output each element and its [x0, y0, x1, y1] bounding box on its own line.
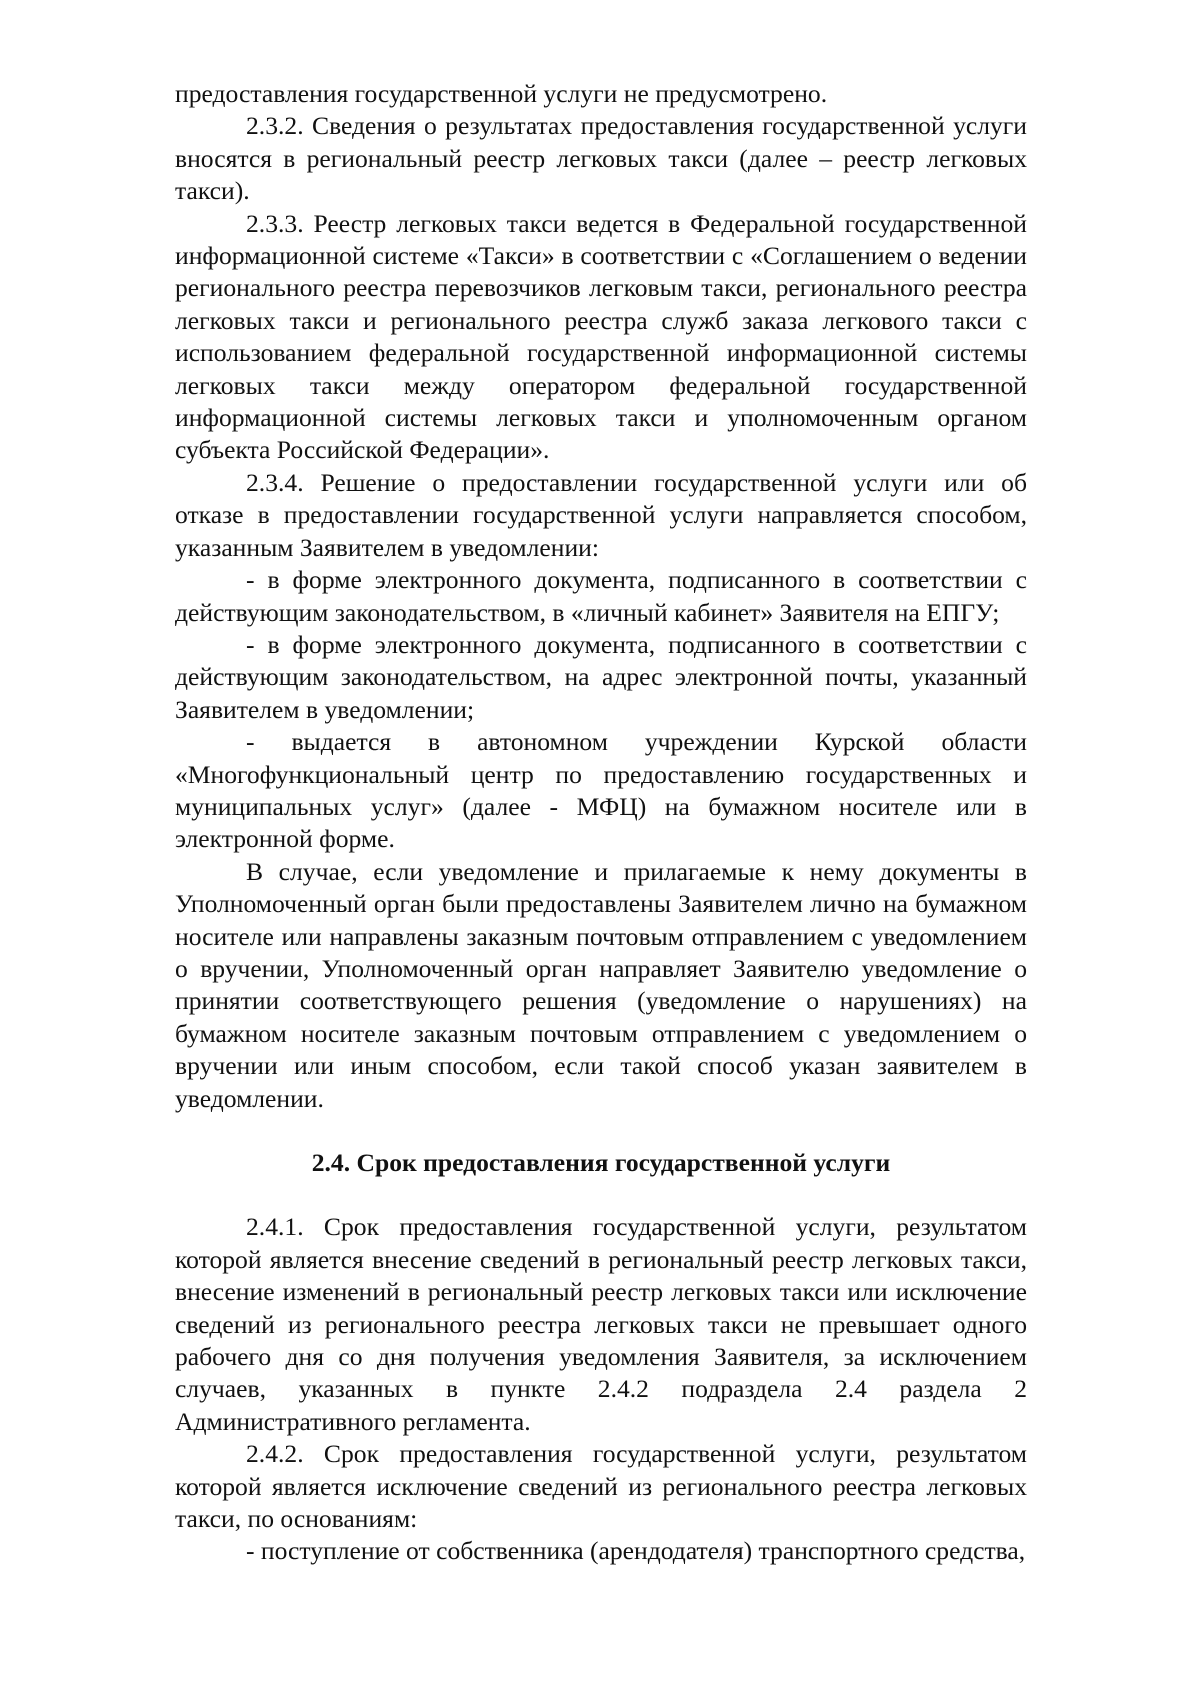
paragraph-continuation: предоставления государственной услуги не предусмотрено.	[175, 79, 828, 108]
section-heading-2-4: 2.4. Срок предоставления государственной услуги	[311, 1148, 891, 1177]
list-item-owner: - поступление от собственника (арендодателя) транспортного средства,	[246, 1536, 1026, 1566]
paragraph-paper-case: В случае, если уведомление и прилагаемые к нему документы в Уполномоченный орган были предоставлены Заявителем лично на бумажном носителе или направлены заказным почтовым отправлением с уведомлением о вручении, Уполномоченный орган направляет Заявителю уведомление о принятии соответствующего решения (уведомление о нарушениях) на бумажном носителе заказным почтовым отправлением с уведомлением о вручении или иным способом, если такой способ указан заявителем в уведомлении.	[175, 856, 1027, 1113]
list-item-email: - в форме электронного документа, подписанного в соответствии с действующим законодательством, на адрес электронной почты, указанный Заявителем в уведомлении;	[175, 629, 1027, 724]
paragraph-2-4-2: 2.4.2. Срок предоставления государственной услуги, результатом которой является исключение сведений из регионального реестра легковых такси, по основаниям:	[175, 1439, 1027, 1534]
list-item-mfc: - выдается в автономном учреждении Курской области «Многофункциональный центр по предоставлению государственных и муниципальных услуг» (далее - МФЦ) на бумажном носителе или в электронной форме.	[175, 727, 1027, 854]
paragraph-2-3-2: 2.3.2. Сведения о результатах предоставления государственной услуги вносятся в региональный реестр легковых такси (далее – реестр легковых такси).	[175, 111, 1027, 206]
list-item-epgu: - в форме электронного документа, подписанного в соответствии с действующим законодательством, в «личный кабинет» Заявителя на ЕПГУ;	[175, 565, 1027, 627]
paragraph-2-4-1: 2.4.1. Срок предоставления государственной услуги, результатом которой является внесение сведений в региональный реестр легковых такси, внесение изменений в региональный реестр легковых такси или исключение сведений из регионального реестра легковых такси не превышает одного рабочего дня со дня получения уведомления Заявителя, за исключением случаев, указанных в пункте 2.4.2 подраздела 2.4 раздела 2 Административного регламента.	[175, 1212, 1027, 1436]
paragraph-2-3-4: 2.3.4. Решение о предоставлении государственной услуги или об отказе в предоставлении государственной услуги направляется способом, указанным Заявителем в уведомлении:	[175, 467, 1027, 562]
document-page	[175, 78, 1027, 1568]
paragraph-2-3-3: 2.3.3. Реестр легковых такси ведется в Федеральной государственной информационной системе «Такси» в соответствии с «Соглашением о ведении регионального реестра перевозчиков легковым такси, регионального реестра легковых такси и регионального реестра служб заказа легкового такси с использованием федеральной государственной информационной системы легковых такси между оператором федеральной государственной информационной системы легковых такси и уполномоченным органом субъекта Российской Федерации».	[175, 208, 1027, 465]
